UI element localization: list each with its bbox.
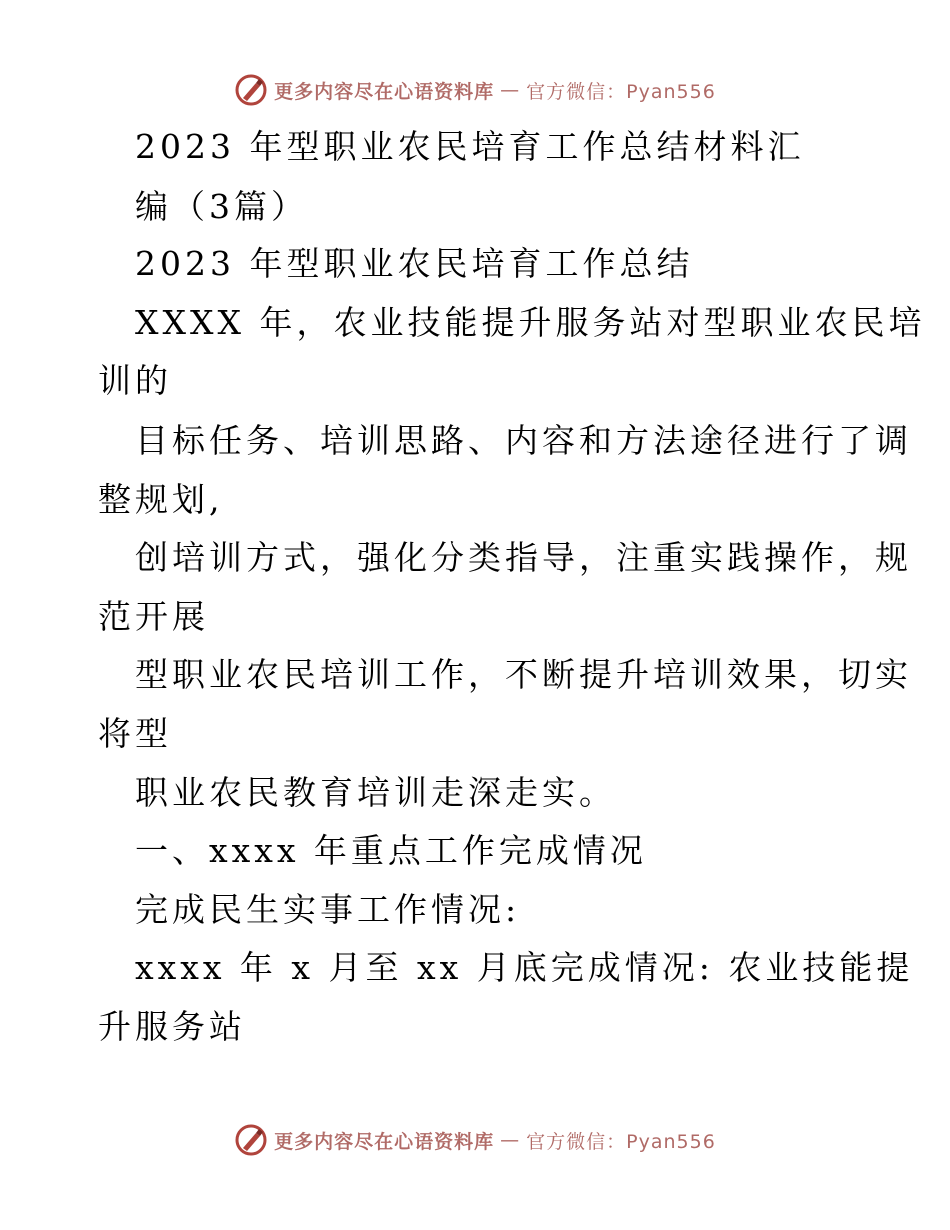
paragraph-line: 职业农民教育培训走深走实。 bbox=[135, 773, 616, 812]
watermark-sub-text: 官方微信：Pyan556 bbox=[526, 80, 716, 103]
paragraph-line: 范开展 bbox=[98, 597, 209, 636]
watermark-main-text: 更多内容尽在心语资料库 bbox=[274, 1130, 495, 1153]
paragraph-line: 目标任务、培训思路、内容和方法途径进行了调 bbox=[135, 421, 912, 460]
paragraph-line: 将型 bbox=[98, 714, 172, 753]
doc-title-line-2: 编（3篇） bbox=[135, 187, 308, 226]
watermark-sub-text: 官方微信：Pyan556 bbox=[526, 1130, 716, 1153]
watermark-main-text: 更多内容尽在心语资料库 bbox=[274, 80, 495, 103]
doc-title-line-1: 2023 年型职业农民培育工作总结材料汇 bbox=[135, 127, 805, 166]
paragraph-line: 整规划, bbox=[98, 480, 224, 519]
paragraph-line: 训的 bbox=[98, 361, 172, 400]
watermark-dash: — bbox=[500, 1129, 521, 1151]
paragraph-line: 升服务站 bbox=[98, 1007, 246, 1046]
header-watermark bbox=[0, 70, 950, 110]
subsection-heading: 一、xxxx 年重点工作完成情况 bbox=[135, 831, 647, 870]
watermark-dash: — bbox=[500, 79, 521, 101]
paragraph-line: 型职业农民培训工作，不断提升培训效果，切实 bbox=[135, 655, 912, 694]
pen-seal-icon bbox=[234, 1123, 268, 1157]
pen-seal-icon bbox=[234, 73, 268, 107]
section-heading: 2023 年型职业农民培育工作总结 bbox=[135, 244, 694, 283]
paragraph-line: XXXX 年，农业技能提升服务站对型职业农民培 bbox=[135, 303, 926, 342]
paragraph-line: 创培训方式，强化分类指导，注重实践操作，规 bbox=[135, 538, 912, 577]
paragraph-line: 完成民生实事工作情况: bbox=[135, 890, 521, 929]
paragraph-line: xxxx 年 x 月至 xx 月底完成情况: 农业技能提 bbox=[135, 948, 914, 987]
footer-watermark bbox=[0, 1120, 950, 1160]
